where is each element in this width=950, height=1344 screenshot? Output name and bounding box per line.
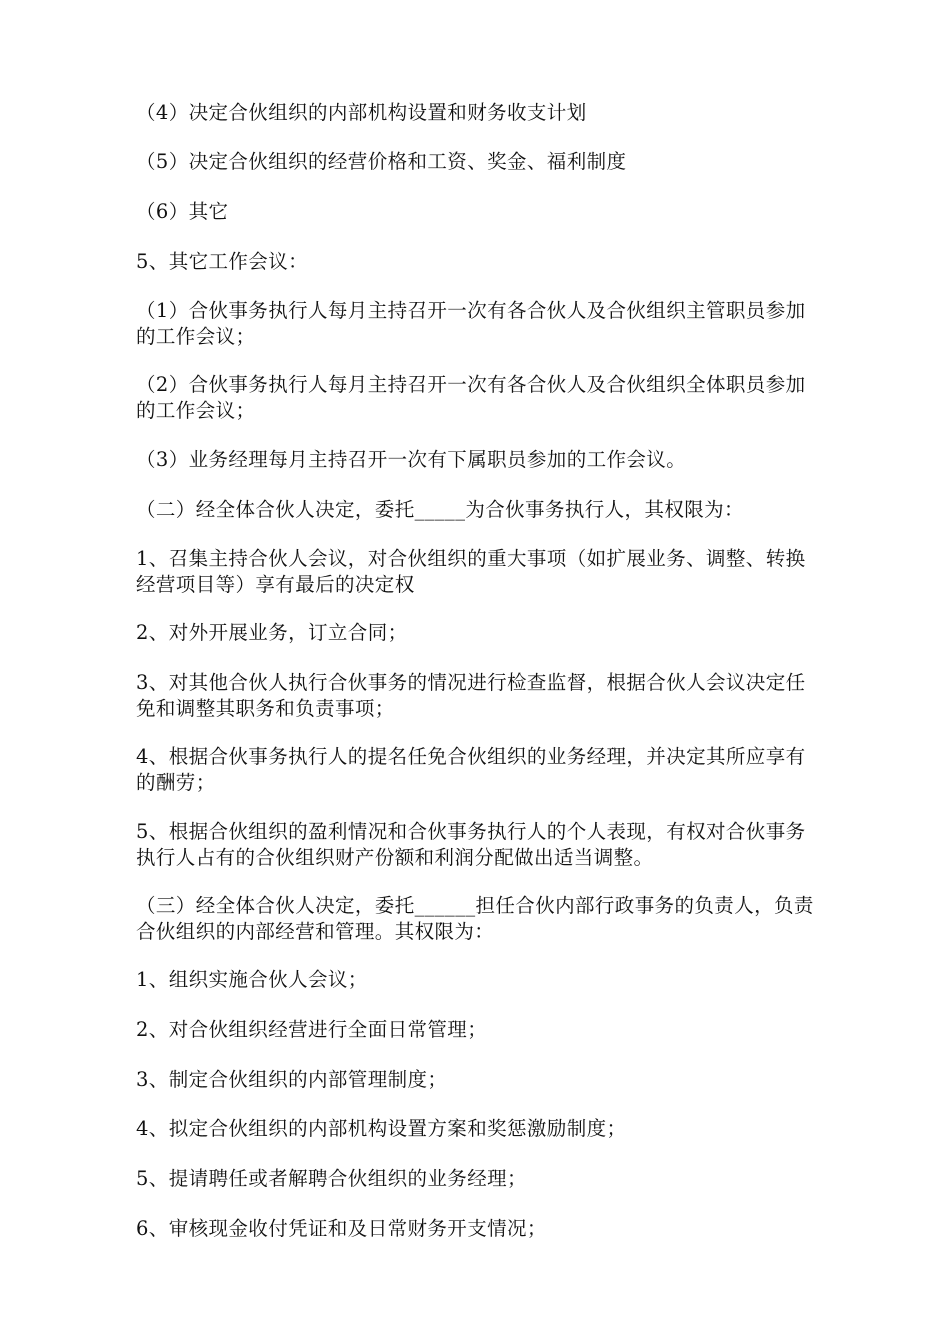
paragraph-power-1: 1、召集主持合伙人会议，对合伙组织的重大事项（如扩展业务、调整、转换经营项目等）享有最后的决定权	[136, 547, 806, 596]
paragraph-admin-2: 2、对合伙组织经营进行全面日常管理；	[136, 1018, 488, 1041]
paragraph-admin-6: 6、审核现金收付凭证和及日常财务开支情况；	[136, 1217, 547, 1240]
paragraph-power-5: 5、根据合伙组织的盈利情况和合伙事务执行人的个人表现，有权对合伙事务执行人占有的合伙组织财产份额和利润分配做出适当调整。	[136, 820, 806, 869]
paragraph-meeting-2: （2）合伙事务执行人每月主持召开一次有各合伙人及合伙组织全体职员参加的工作会议；	[136, 373, 806, 422]
paragraph-section-5-heading: 5、其它工作会议：	[136, 250, 309, 273]
paragraph-power-2: 2、对外开展业务，订立合同；	[136, 621, 408, 644]
paragraph-meeting-3: （3）业务经理每月主持召开一次有下属职员参加的工作会议。	[136, 448, 687, 471]
paragraph-admin-4: 4、拟定合伙组织的内部机构设置方案和奖惩激励制度；	[136, 1117, 627, 1140]
paragraph-meeting-1: （1）合伙事务执行人每月主持召开一次有各合伙人及合伙组织主管职员参加的工作会议；	[136, 299, 806, 348]
paragraph-section-two-heading: （二）经全体合伙人决定，委托_____为合伙事务执行人，其权限为：	[136, 498, 744, 521]
paragraph-power-3: 3、对其他合伙人执行合伙事务的情况进行检查监督，根据合伙人会议决定任免和调整其职务和负责事项；	[136, 671, 806, 720]
paragraph-item-5: （5）决定合伙组织的经营价格和工资、奖金、福利制度	[136, 150, 627, 173]
paragraph-section-three-heading: （三）经全体合伙人决定，委托______担任合伙内部行政事务的负责人，负责合伙组织的内部经营和管理。其权限为：	[136, 894, 814, 943]
paragraph-item-6: （6）其它	[136, 200, 229, 223]
paragraph-power-4: 4、根据合伙事务执行人的提名任免合伙组织的业务经理，并决定其所应享有的酬劳；	[136, 745, 806, 794]
paragraph-admin-5: 5、提请聘任或者解聘合伙组织的业务经理；	[136, 1167, 527, 1190]
paragraph-admin-3: 3、制定合伙组织的内部管理制度；	[136, 1068, 448, 1091]
paragraph-item-4: （4）决定合伙组织的内部机构设置和财务收支计划	[136, 101, 587, 124]
paragraph-admin-1: 1、组织实施合伙人会议；	[136, 968, 368, 991]
